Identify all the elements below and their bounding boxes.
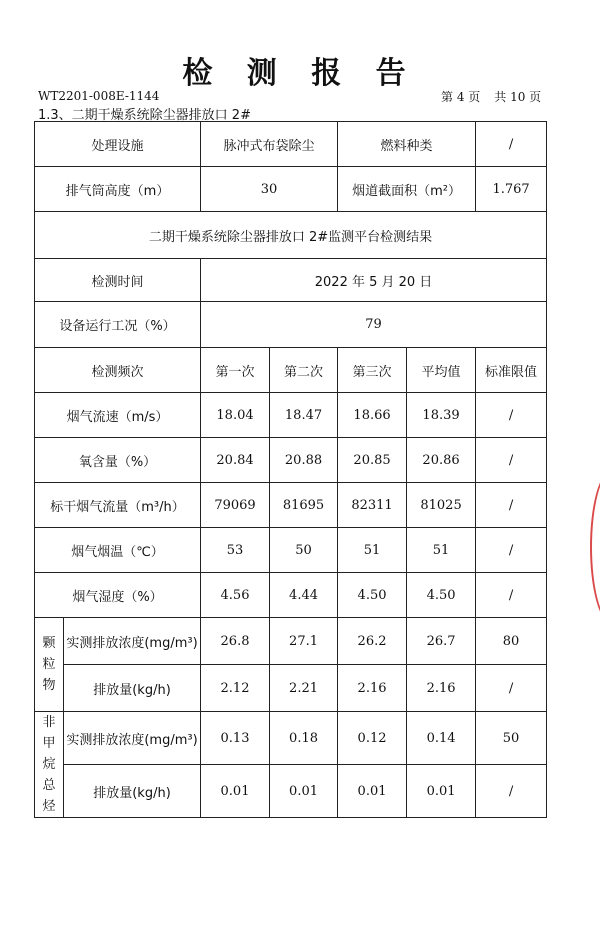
info-row-2: [35, 167, 547, 212]
value-second: 0.18: [270, 712, 338, 765]
value-second: 4.44: [270, 573, 338, 618]
flue-area-label: 烟道截面积（m²）: [338, 167, 476, 212]
group-name: [35, 712, 64, 818]
value-average: 20.86: [407, 438, 476, 483]
value-first: 2.12: [201, 665, 270, 712]
value-first: 79069: [201, 483, 270, 528]
group-row-label: 排放量(kg/h): [64, 665, 201, 712]
group-row: [35, 712, 547, 765]
value-limit: 50: [476, 712, 547, 765]
value-third: 0.12: [338, 712, 407, 765]
row-label: 烟气流速（m/s）: [35, 393, 201, 438]
group-row: [35, 618, 547, 665]
value-third: 82311: [338, 483, 407, 528]
value-limit: /: [476, 765, 547, 818]
value-first: 53: [201, 528, 270, 573]
group-name-char: 颗: [42, 636, 56, 651]
facility-label: 处理设施: [35, 122, 201, 167]
flue-area-value: 1.767: [476, 167, 547, 212]
group-row: [35, 765, 547, 818]
group-row-label: 实测排放浓度(mg/m³): [64, 712, 201, 765]
value-second: 20.88: [270, 438, 338, 483]
value-average: 18.39: [407, 393, 476, 438]
value-third: 26.2: [338, 618, 407, 665]
value-limit: /: [476, 665, 547, 712]
page-indicator: [441, 88, 541, 105]
value-first: 18.04: [201, 393, 270, 438]
value-average: 2.16: [407, 665, 476, 712]
row-label: 烟气湿度（%）: [35, 573, 201, 618]
value-second: 2.21: [270, 665, 338, 712]
col-header-first: 第一次: [201, 348, 270, 393]
info-row-1: [35, 122, 547, 167]
value-third: 20.85: [338, 438, 407, 483]
value-second: 0.01: [270, 765, 338, 818]
page-total: 共 10 页: [494, 90, 542, 104]
result-title: 二期干燥系统除尘器排放口 2#监测平台检测结果: [35, 212, 547, 259]
facility-value: 脉冲式布袋除尘: [201, 122, 338, 167]
group-name-char: 粒: [42, 657, 56, 672]
page-title: 检 测 报 告: [182, 56, 418, 91]
value-first: 0.01: [201, 765, 270, 818]
document-number: WT2201-008E-1144: [38, 89, 160, 103]
condition-row: [35, 302, 547, 348]
value-second: 27.1: [270, 618, 338, 665]
value-average: 81025: [407, 483, 476, 528]
row-label: 烟气烟温（℃）: [35, 528, 201, 573]
value-average: 26.7: [407, 618, 476, 665]
row-label: 氧含量（%）: [35, 438, 201, 483]
stack-height-value: 30: [201, 167, 338, 212]
column-header-row: [35, 348, 547, 393]
value-limit: /: [476, 438, 547, 483]
measurement-row: [35, 483, 547, 528]
test-time-row: [35, 259, 547, 302]
test-time-label: 检测时间: [35, 259, 201, 302]
value-first: 26.8: [201, 618, 270, 665]
value-third: 18.66: [338, 393, 407, 438]
group-name-char: 非: [42, 715, 56, 730]
condition-value: 79: [201, 302, 547, 348]
value-limit: /: [476, 528, 547, 573]
value-average: 0.01: [407, 765, 476, 818]
value-average: 4.50: [407, 573, 476, 618]
value-second: 50: [270, 528, 338, 573]
value-first: 20.84: [201, 438, 270, 483]
value-limit: 80: [476, 618, 547, 665]
group-name: [35, 618, 64, 712]
col-header-third: 第三次: [338, 348, 407, 393]
row-label: 标干烟气流量（m³/h）: [35, 483, 201, 528]
group-name-char: 总: [42, 778, 56, 793]
stack-height-label: 排气筒高度（m）: [35, 167, 201, 212]
value-third: 0.01: [338, 765, 407, 818]
value-first: 4.56: [201, 573, 270, 618]
value-average: 0.14: [407, 712, 476, 765]
value-third: 51: [338, 528, 407, 573]
report-table: [34, 121, 547, 818]
value-third: 2.16: [338, 665, 407, 712]
value-second: 18.47: [270, 393, 338, 438]
group-row: [35, 665, 547, 712]
group-name-char: 烷: [42, 757, 56, 772]
result-title-row: [35, 212, 547, 259]
measurement-row: [35, 393, 547, 438]
fuel-label: 燃料种类: [338, 122, 476, 167]
group-name-char: 物: [42, 678, 56, 693]
value-average: 51: [407, 528, 476, 573]
col-header-second: 第二次: [270, 348, 338, 393]
red-stamp: [590, 470, 600, 624]
group-name-char: 甲: [42, 736, 56, 751]
group-name-char: 烃: [42, 799, 56, 814]
value-first: 0.13: [201, 712, 270, 765]
measurement-row: [35, 573, 547, 618]
value-second: 81695: [270, 483, 338, 528]
test-time-value: 2022 年 5 月 20 日: [201, 259, 547, 302]
value-limit: /: [476, 393, 547, 438]
col-header-limit: 标准限值: [476, 348, 547, 393]
group-row-label: 实测排放浓度(mg/m³): [64, 618, 201, 665]
col-header-freq: 检测频次: [35, 348, 201, 393]
value-limit: /: [476, 483, 547, 528]
value-limit: /: [476, 573, 547, 618]
measurement-row: [35, 438, 547, 483]
value-third: 4.50: [338, 573, 407, 618]
measurement-row: [35, 528, 547, 573]
section-heading: 1.3、二期干燥系统除尘器排放口 2#: [38, 108, 251, 123]
group-row-label: 排放量(kg/h): [64, 765, 201, 818]
fuel-value: /: [476, 122, 547, 167]
col-header-average: 平均值: [407, 348, 476, 393]
page-current: 第 4 页: [441, 90, 481, 104]
condition-label: 设备运行工况（%）: [35, 302, 201, 348]
